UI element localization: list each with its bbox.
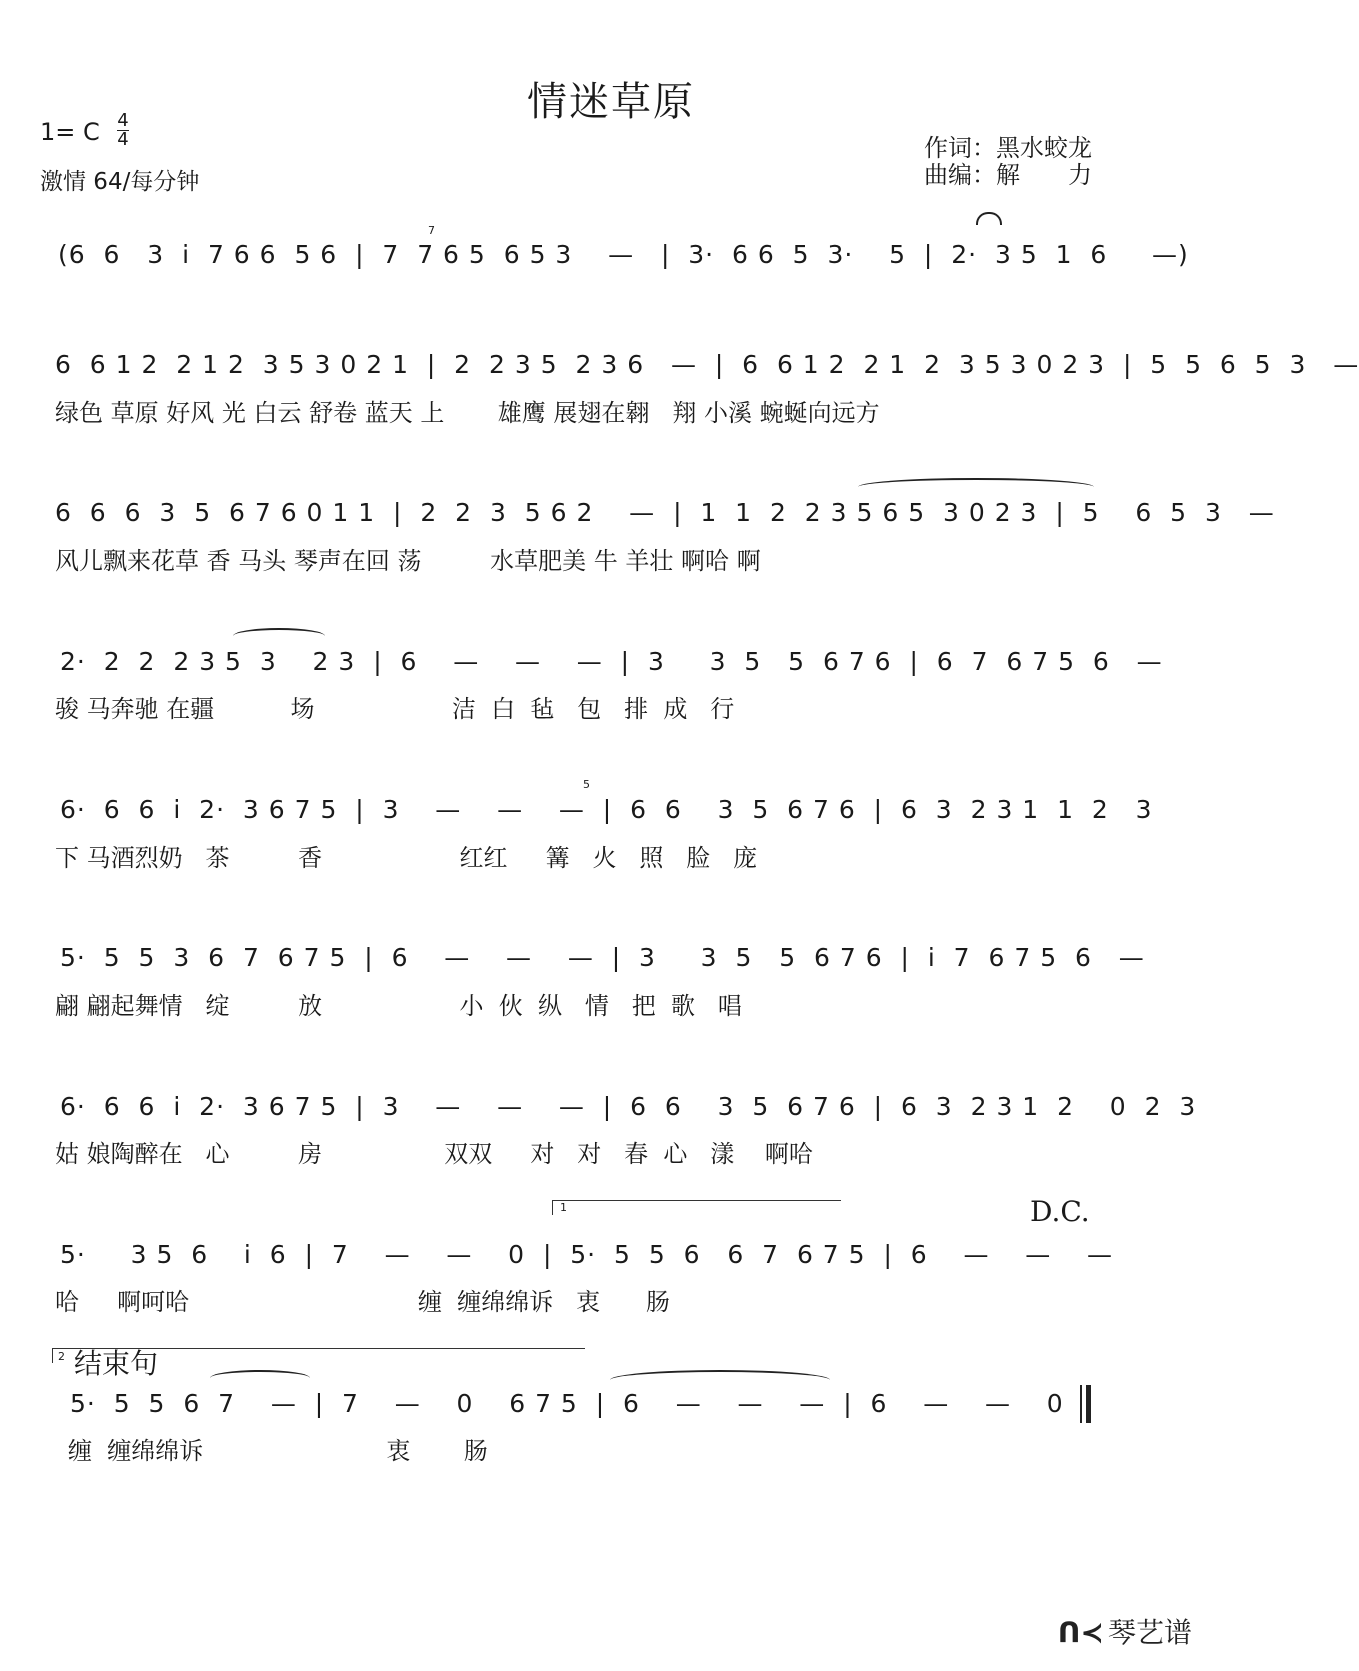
time-signature [117, 112, 129, 149]
music-row-8-lyrics: 哈 啊呵哈 缠 缠绵绵诉 衷 肠 [55, 1288, 670, 1316]
logo-mark-icon: ᑎ≺ [1057, 1616, 1104, 1649]
music-row-2-lyrics: 绿色 草原 好风 光 白云 舒卷 蓝天 上 雄鹰 展翅在翱 翔 小溪 蜿蜒向远方 [55, 399, 880, 427]
logo-text: 琴艺谱 [1107, 1616, 1192, 1649]
music-row-3-notes: 6 6 6 3 5 6 7 6 0 1 1 | 2 2 3 5 6 2 — | 1 1 2 2 3 5 6 5 3 0 2 3 | 5 6 5 3 — [55, 498, 1275, 527]
volta-2-label: 2 [58, 1350, 65, 1363]
music-row-5-lyrics: 下 马酒烈奶 茶 香 红红 篝 火 照 脸 庞 [55, 844, 758, 872]
music-row-1-notes: (6 6 3 i 7 6 6 5 6 | 7 7 6 5 6 5 3 — | 3· 6 6 5 3· 5 | 2· 3 5 1 6 —) [58, 240, 1189, 269]
watermark-logo [1058, 1611, 1192, 1651]
grace-note-5: 5 [583, 778, 590, 791]
grace-note-7: 7 [428, 224, 435, 237]
music-row-8-notes: 5· 3 5 6 i 6 | 7 — — 0 | 5· 5 5 6 6 7 6 7 5 | 6 — — — [60, 1240, 1114, 1269]
music-row-6-notes: 5· 5 5 3 6 7 6 7 5 | 6 — — — | 3 3 5 5 6 7 6 | i 7 6 7 5 6 — [60, 943, 1145, 972]
final-barline-thick [1086, 1385, 1091, 1423]
page-title: 情迷草原 [527, 79, 695, 125]
time-signature-bottom: 4 [117, 129, 129, 150]
lyricist-credit: 作词：黑水蛟龙 [924, 134, 1092, 162]
slur-arc [858, 478, 1094, 496]
music-row-3-lyrics: 风儿飘来花草 香 马头 琴声在回 荡 水草肥美 牛 羊壮 啊哈 啊 [55, 547, 761, 575]
music-row-4-notes: 2· 2 2 2 3 5 3 2 3 | 6 — — — | 3 3 5 5 6 7 6 | 6 7 6 7 5 6 — [60, 647, 1163, 676]
volta-1-label: 1 [560, 1201, 567, 1214]
music-row-9-notes: 5· 5 5 6 7 — | 7 — 0 6 7 5 | 6 — — — | 6 — — 0 [70, 1389, 1064, 1418]
time-signature-top: 4 [117, 110, 129, 131]
music-row-7-notes: 6· 6 6 i 2· 3 6 7 5 | 3 — — — | 6 6 3 5 6 7 6 | 6 3 2 3 1 2 0 2 3 [60, 1092, 1197, 1121]
slur-arc [610, 1370, 830, 1390]
music-row-5-notes: 6· 6 6 i 2· 3 6 7 5 | 3 — — — | 6 6 3 5 6 7 6 | 6 3 2 3 1 1 2 3 [60, 795, 1153, 824]
fermata-icon [976, 212, 1002, 225]
music-row-7-lyrics: 姑 娘陶醉在 心 房 双双 对 对 春 心 漾 啊哈 [55, 1140, 813, 1168]
arranger-credit: 曲编：解 力 [924, 161, 1092, 189]
slur-arc [210, 1370, 310, 1386]
music-row-6-lyrics: 翩 翩起舞情 绽 放 小 伙 纵 情 把 歌 唱 [55, 992, 742, 1020]
da-capo-marking: D.C. [1030, 1195, 1090, 1228]
key-signature: 1= C [40, 118, 100, 146]
tempo-marking: 激情 64/每分钟 [40, 169, 200, 195]
music-row-9-lyrics: 缠 缠绵绵诉 衷 肠 [68, 1437, 488, 1465]
music-row-4-lyrics: 骏 马奔驰 在疆 场 洁 白 毡 包 排 成 行 [55, 695, 735, 723]
final-barline-thin [1080, 1385, 1082, 1423]
volta-1-bracket [552, 1200, 841, 1215]
music-row-2-notes: 6 6 1 2 2 1 2 3 5 3 0 2 1 | 2 2 3 5 2 3 6 — | 6 6 1 2 2 1 2 3 5 3 0 2 3 | 5 5 6 5 3 — [55, 350, 1359, 379]
ending-label: 结束句 [74, 1347, 159, 1380]
slur-arc [233, 628, 325, 644]
